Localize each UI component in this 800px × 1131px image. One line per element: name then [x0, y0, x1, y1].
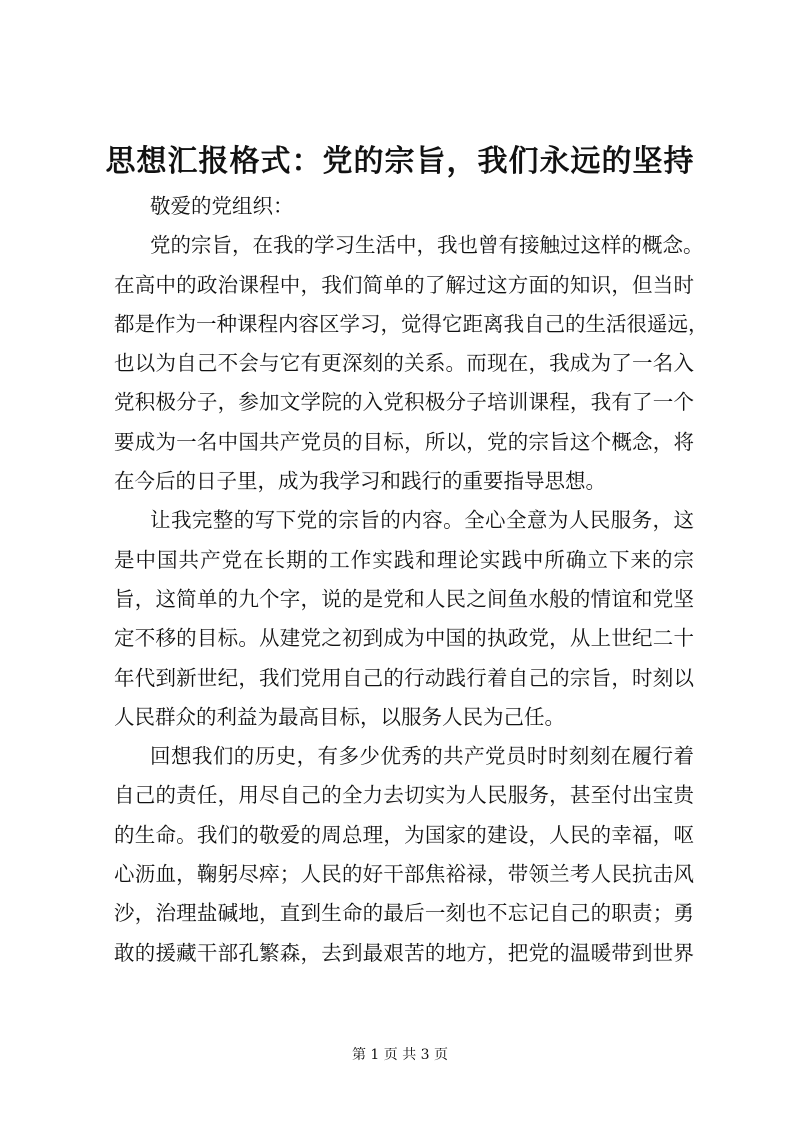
paragraph-2-line: 是中国共产党在长期的工作实践和理论实践中所确立下来的宗: [114, 547, 694, 572]
paragraph-2-line: 定不移的目标。从建党之初到成为中国的执政党，从上世纪二十: [114, 626, 694, 651]
paragraph-2-line: 年代到新世纪，我们党用自己的行动践行着自己的宗旨，时刻以: [114, 665, 694, 690]
paragraph-1-line: 在高中的政治课程中，我们简单的了解过这方面的知识，但当时: [114, 272, 694, 297]
paragraph-1-line: 在今后的日子里，成为我学习和践行的重要指导思想。: [114, 469, 606, 494]
paragraph-2-line: 让我完整的写下党的宗旨的内容。全心全意为人民服务，这: [150, 508, 694, 533]
paragraph-3-line: 心沥血，鞠躬尽瘁；人民的好干部焦裕禄，带领兰考人民抗击风: [114, 862, 694, 887]
document-body: [114, 187, 709, 973]
paragraph-3-line: 的生命。我们的敬爱的周总理，为国家的建设，人民的幸福，呕: [114, 822, 694, 847]
salutation: 敬爱的党组织：: [150, 194, 294, 218]
paragraph-3-line: 回想我们的历史，有多少优秀的共产党员时时刻刻在履行着: [150, 744, 694, 769]
paragraph-1-line: 要成为一名中国共产党员的目标，所以，党的宗旨这个概念，将: [114, 429, 694, 454]
paragraph-3-line: 自己的责任，用尽自己的全力去切实为人民服务，甚至付出宝贵: [114, 783, 694, 808]
paragraph-3-line: 沙，治理盐碱地，直到生命的最后一刻也不忘记自己的职责；勇: [114, 901, 694, 926]
paragraph-1-line: 都是作为一种课程内容区学习，觉得它距离我自己的生活很遥远，: [114, 311, 709, 336]
paragraph-1-line: 也以为自己不会与它有更深刻的关系。而现在，我成为了一名入: [114, 351, 694, 376]
page-footer: 第 1 页 共 3 页: [351, 1047, 449, 1063]
paragraph-2-line: 人民群众的利益为最高目标，以服务人民为己任。: [114, 704, 565, 729]
paragraph-2-line: 旨，这简单的九个字，说的是党和人民之间鱼水般的情谊和党坚: [114, 586, 694, 611]
paragraph-1-line: 党的宗旨，在我的学习生活中，我也曾有接触过这样的概念。: [150, 233, 704, 258]
document-title: 思想汇报格式：党的宗旨，我们永远的坚持: [105, 144, 695, 179]
paragraph-3-line: 敢的援藏干部孔繁森，去到最艰苦的地方，把党的温暖带到世界: [114, 940, 694, 965]
paragraph-1-line: 党积极分子，参加文学院的入党积极分子培训课程，我有了一个: [114, 390, 694, 415]
